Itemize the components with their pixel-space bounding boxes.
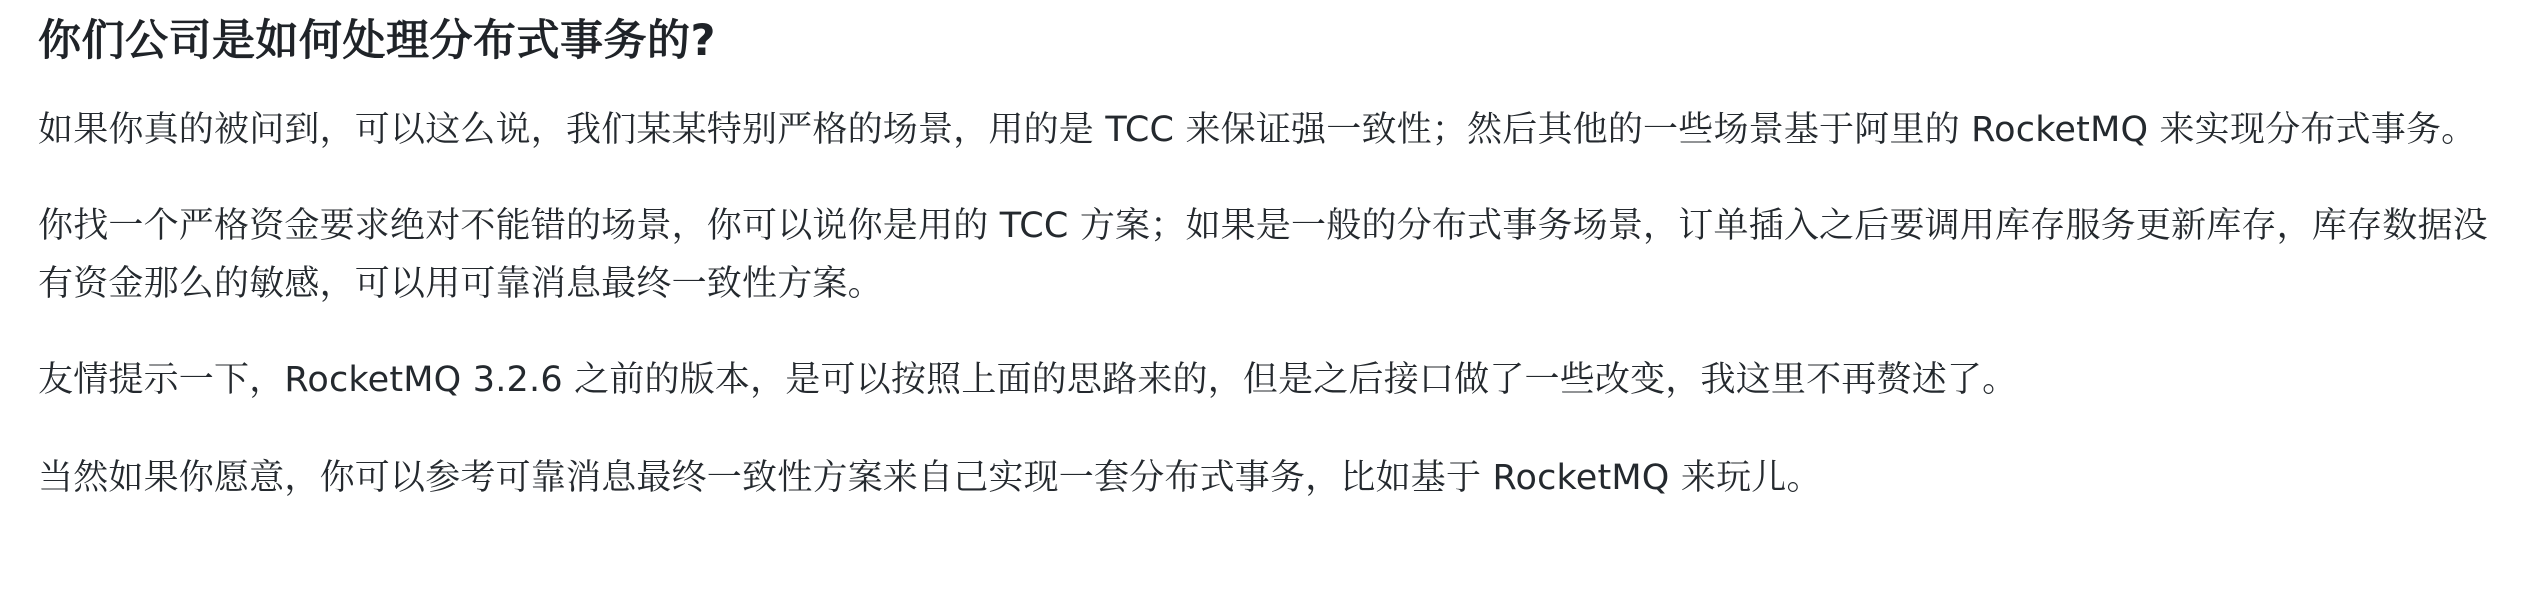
paragraph-custom-implementation: 当然如果你愿意，你可以参考可靠消息最终一致性方案来自己实现一套分布式事务，比如基于 RocketMQ 来玩儿。 [38,458,1822,498]
article-content [38,0,2500,507]
paragraph-tcc-rocketmq: 如果你真的被问到，可以这么说，我们某某特别严格的场景，用的是 TCC 来保证强一致性；然后其他的一些场景基于阿里的 RocketMQ 来实现分布式事务。 [38,110,2477,150]
paragraph-scenario-choice: 你找一个严格资金要求绝对不能错的场景，你可以说你是用的 TCC 方案；如果是一般的分布式事务场景，订单插入之后要调用库存服务更新库存，库存数据没有资金那么的敏感，可以用可靠消息最终一致性方案。 [38,206,2488,304]
paragraph-version-note: 友情提示一下，RocketMQ 3.2.6 之前的版本，是可以按照上面的思路来的，但是之后接口做了一些改变，我这里不再赘述了。 [38,360,2018,400]
section-heading: 你们公司是如何处理分布式事务的? [38,16,716,66]
